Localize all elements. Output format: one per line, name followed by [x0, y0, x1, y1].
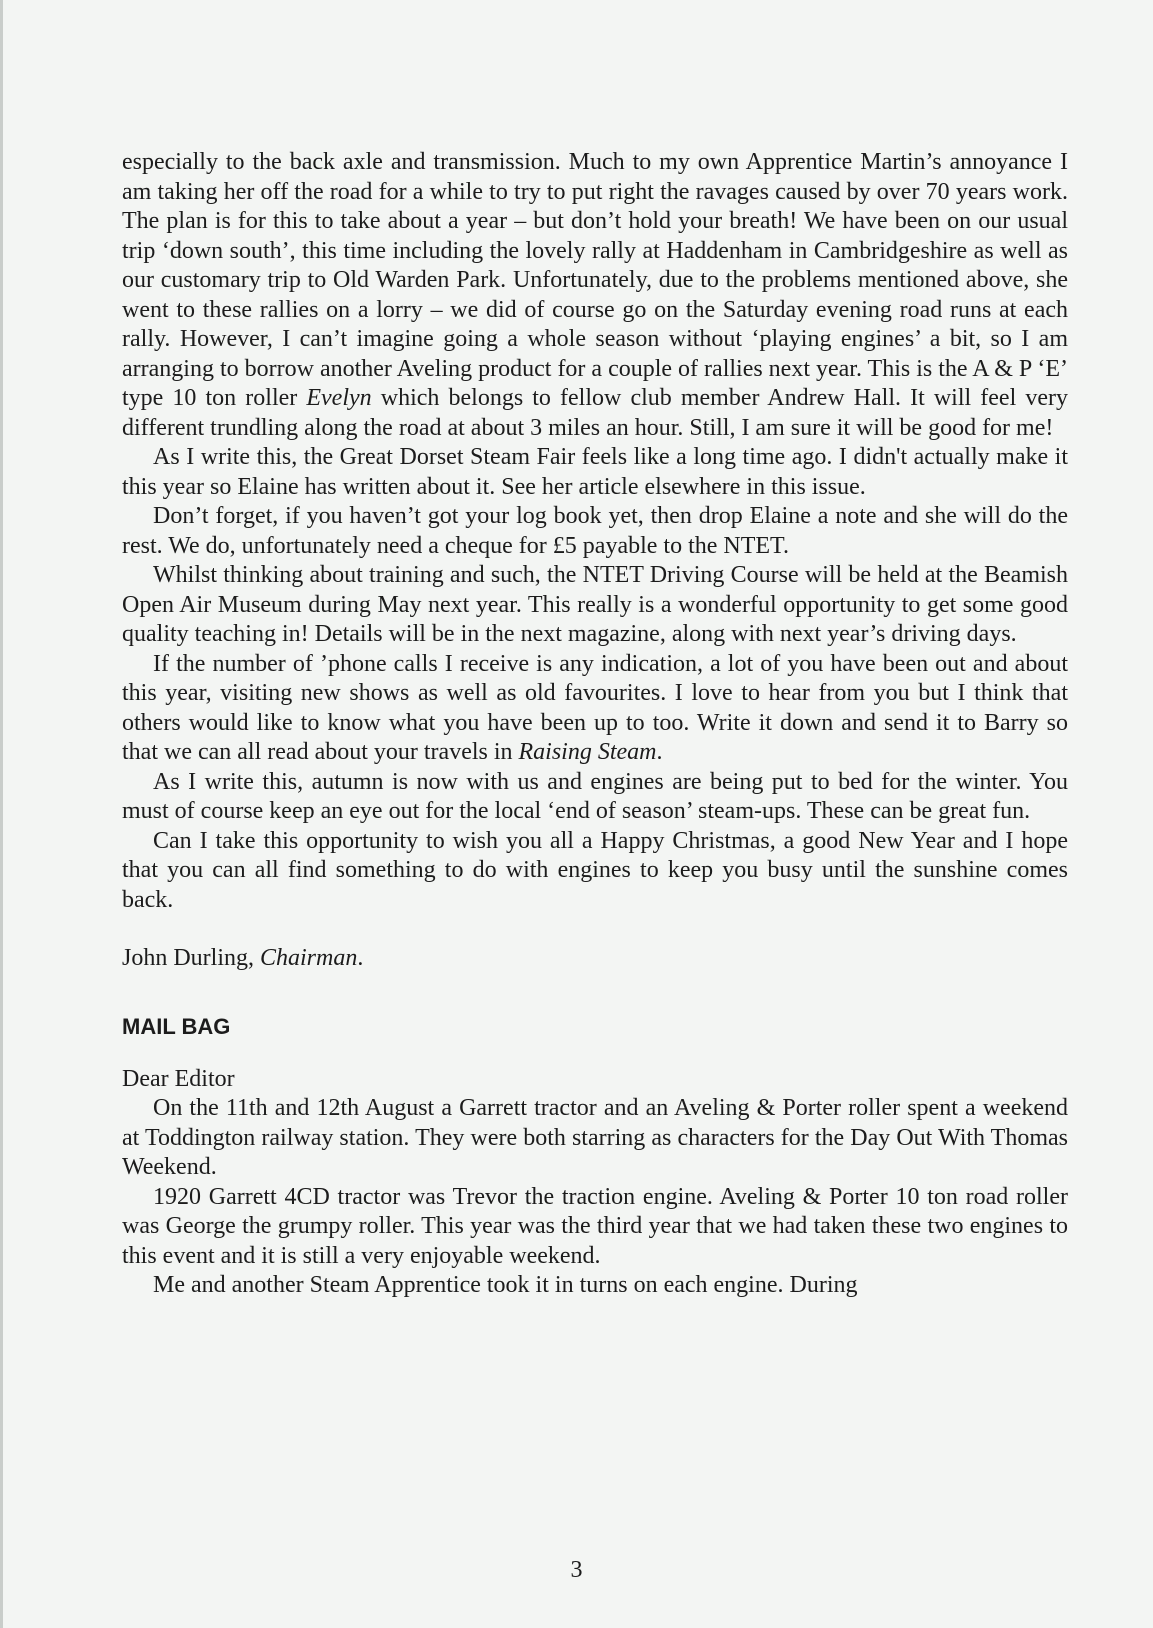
- page-number: 3: [570, 1557, 583, 1583]
- signature: John Durling, Chairman.: [122, 945, 364, 971]
- signature-title: Chairman: [260, 945, 358, 971]
- page-spine: [0, 0, 3, 1628]
- paragraph: Can I take this opportunity to wish you all a Happy Christmas, a good New Year and I hope that you can all find something to do with engines to keep you busy until the sunshine comes back.: [122, 827, 1068, 913]
- paragraph: As I write this, autumn is now with us and engines are being put to bed for the winter. You must of course keep an eye out for the local ‘end of season’ steam-ups. These can be great fun.: [122, 768, 1068, 824]
- paragraph: On the 11th and 12th August a Garrett tractor and an Aveling & Porter roller spent a weekend at Toddington railway station. They were both starring as characters for the Day Out With Thomas Weekend.: [122, 1095, 1068, 1180]
- paragraph: As I write this, the Great Dorset Steam Fair feels like a long time ago. I didn't actually make it this year so Elaine has written about it. See her article elsewhere in this issue.: [122, 444, 1068, 500]
- paragraph: 1920 Garrett 4CD tractor was Trevor the traction engine. Aveling & Porter 10 ton road roller was George the grumpy roller. This year was the third year that we had taken these two engines to this event and it is still a very enjoyable weekend.: [122, 1183, 1068, 1269]
- paragraph: especially to the back axle and transmission. Much to my own Apprentice Martin’s annoyance I am taking her off the road for a while to try to put right the ravages caused by over 70 years work. The plan is for this to take about a year – but don’t hold your breath! We have been on our usual trip ‘down south’, this time including the lovely rally at Haddenham in Cambridgeshire as well as our customary trip to Old Warden Park. Unfortunately, due to the problems mentioned above, she went to these rallies on a lorry – we did of course go on the Saturday evening road runs at each rally. However, I can’t imagine going a whole season without ‘playing engines’ a bit, so I am arranging to borrow another Aveling product for a couple of rallies next year. This is the A & P ‘E’ type 10 ton roller Evelyn which belongs to fellow club member Andrew Hall. It will feel very different trundling along the road at about 3 miles an hour. Still, I am sure it will be good for me!: [122, 149, 1068, 441]
- italic-name: Evelyn: [306, 385, 372, 411]
- section-heading: MAIL BAG: [122, 1013, 231, 1039]
- italic-title: Raising Steam: [518, 739, 657, 765]
- paragraph: Me and another Steam Apprentice took it in turns on each engine. During: [153, 1272, 858, 1298]
- paragraph: Whilst thinking about training and such, the NTET Driving Course will be held at the Beamish Open Air Museum during May next year. This really is a wonderful opportunity to get some good quality teaching in! Details will be in the next magazine, along with next year’s driving days.: [122, 562, 1068, 647]
- article-body: [122, 148, 1068, 1301]
- paragraph: Don’t forget, if you haven’t got your log book yet, then drop Elaine a note and she will do the rest. We do, unfortunately need a cheque for £5 payable to the NTET.: [122, 503, 1068, 559]
- salutation: Dear Editor: [122, 1065, 235, 1092]
- paragraph: If the number of ’phone calls I receive is any indication, a lot of you have been out and about this year, visiting new shows as well as old favourites. I love to hear from you but I think that others would like to know what you have been up to too. Write it down and send it to Barry so that we can all read about your travels in Raising Steam.: [122, 650, 1068, 765]
